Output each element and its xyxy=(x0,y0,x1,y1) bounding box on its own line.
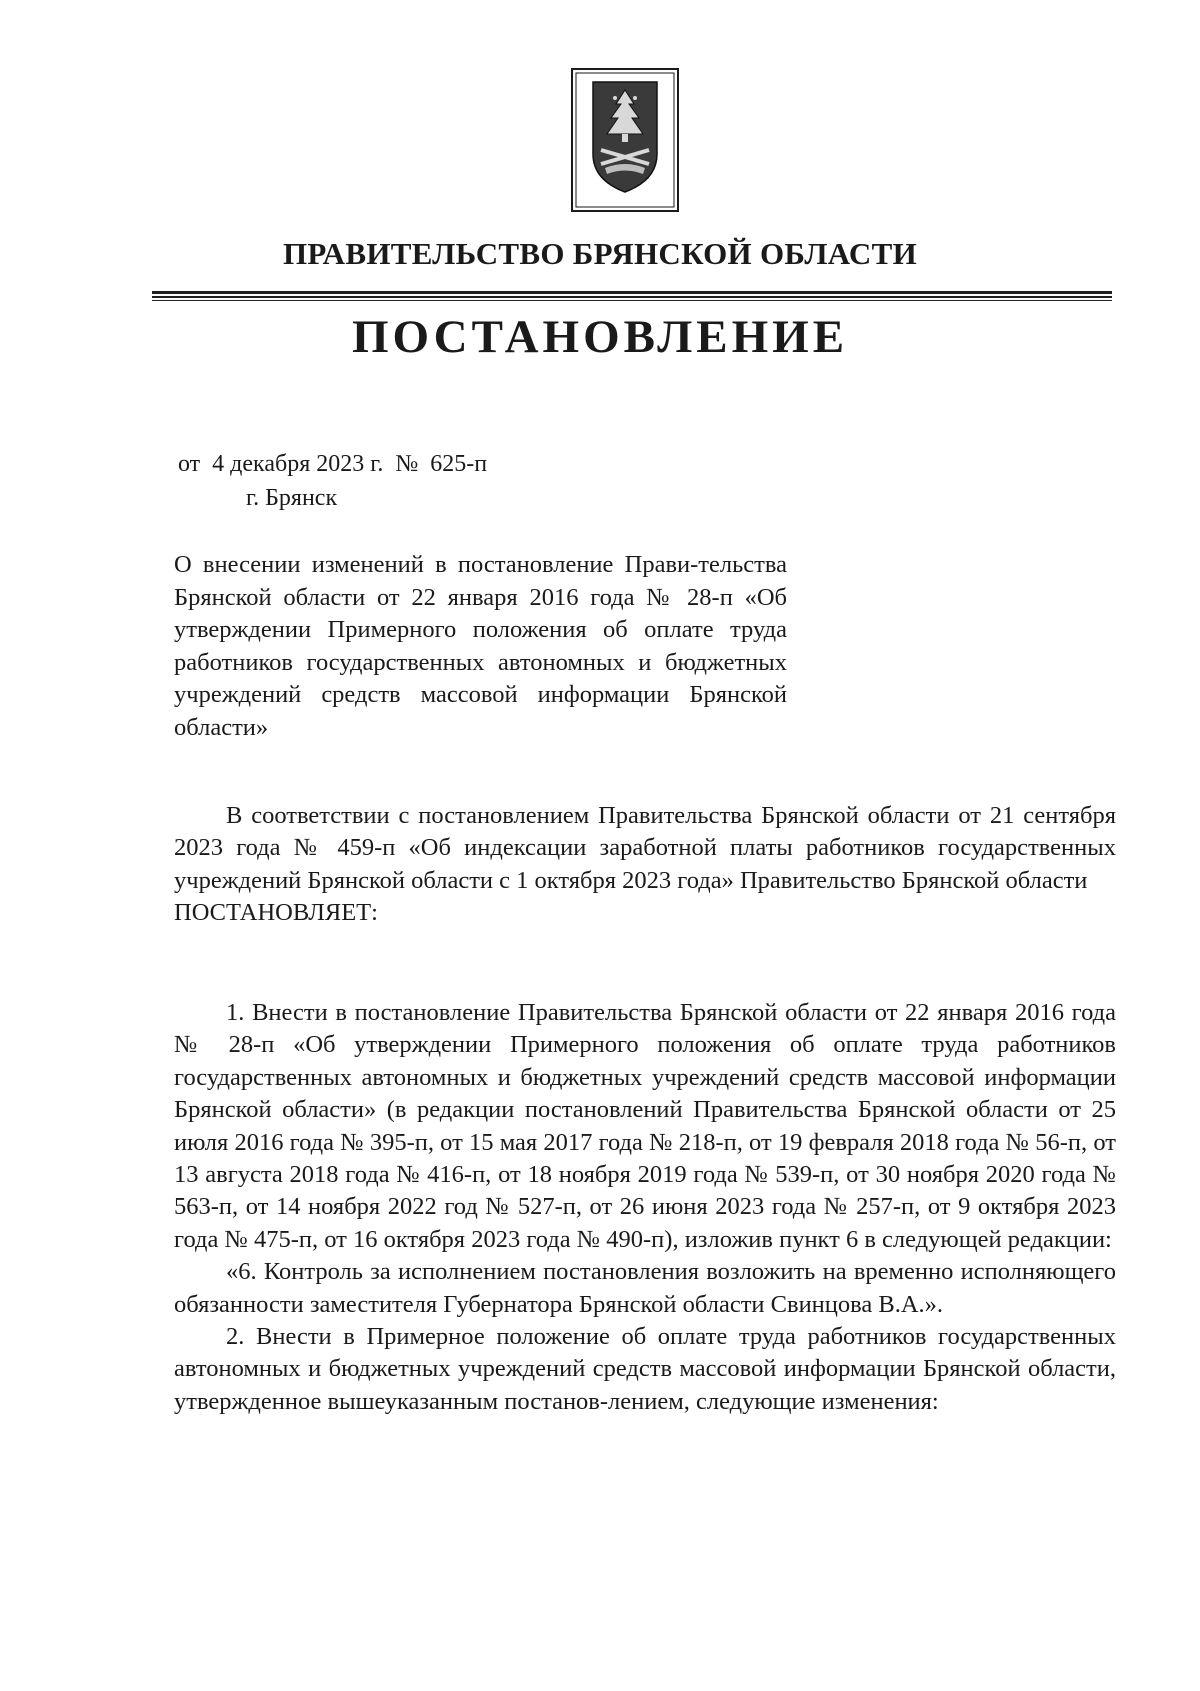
decision-word: ПОСТАНОВЛЯЕТ: xyxy=(174,899,378,927)
document-date-number: от 4 декабря 2023 г. № 625-п xyxy=(178,451,488,477)
header-rule xyxy=(152,300,1112,301)
preamble-text: В соответствии с постановлением Правительства Брянской области от 21 сентября 2023 года № 459-п «Об индексации заработной платы работников государственных учреждений Брянской области с 1 октября 2023 года» Правительство Брянской области xyxy=(174,802,1116,894)
document-items xyxy=(174,997,1116,1418)
item-paragraph: «6. Контроль за исполнением постановления возложить на временно исполняющего обязанности заместителя Губернатора Брянской области Свинцова В.А.». xyxy=(174,1258,1116,1318)
coat-of-arms-icon xyxy=(571,68,679,212)
header-rule xyxy=(152,296,1112,298)
document-subject: О внесении изменений в постановление Прави-тельства Брянской области от 22 января 2016 года № 28-п «Об утверждении Примерного положения об оплате труда работников государственных автономных и бюджетных учреждений средств массовой информации Брянской области» xyxy=(174,551,787,741)
organization-title: ПРАВИТЕЛЬСТВО БРЯНСКОЙ ОБЛАСТИ xyxy=(282,236,918,271)
item-paragraph: 2. Внести в Примерное положение об оплате труда работников государственных автономных и бюджетных учреждений средств массовой информации Брянской области, утвержденное вышеуказанным постанов-лением, следующие изменения: xyxy=(174,1323,1116,1415)
header-rule xyxy=(152,291,1112,294)
preamble xyxy=(174,800,1116,930)
item-paragraph: 1. Внести в постановление Правительства Брянской области от 22 января 2016 года № 28-п «Об утверждении Примерного положения об оплате труда работников государственных автономных и бюджетных учреждений средств массовой информации Брянской области» (в редакции постановлений Правительства Брянской области от 25 июля 2016 года № 395-п, от 15 мая 2017 года № 218-п, от 19 февраля 2018 года № 56-п, от 13 августа 2018 года № 416-п, от 18 ноября 2019 года № 539-п, от 30 ноября 2020 года № 563-п, от 14 ноября 2022 год № 527-п, от 26 июня 2023 года № 257-п, от 9 октября 2023 года № 475-п, от 16 октября 2023 года № 490-п), изложив пункт 6 в следующей редакции: xyxy=(174,999,1116,1253)
document-type-heading: ПОСТАНОВЛЕНИЕ xyxy=(351,311,849,363)
document-city: г. Брянск xyxy=(246,485,338,511)
